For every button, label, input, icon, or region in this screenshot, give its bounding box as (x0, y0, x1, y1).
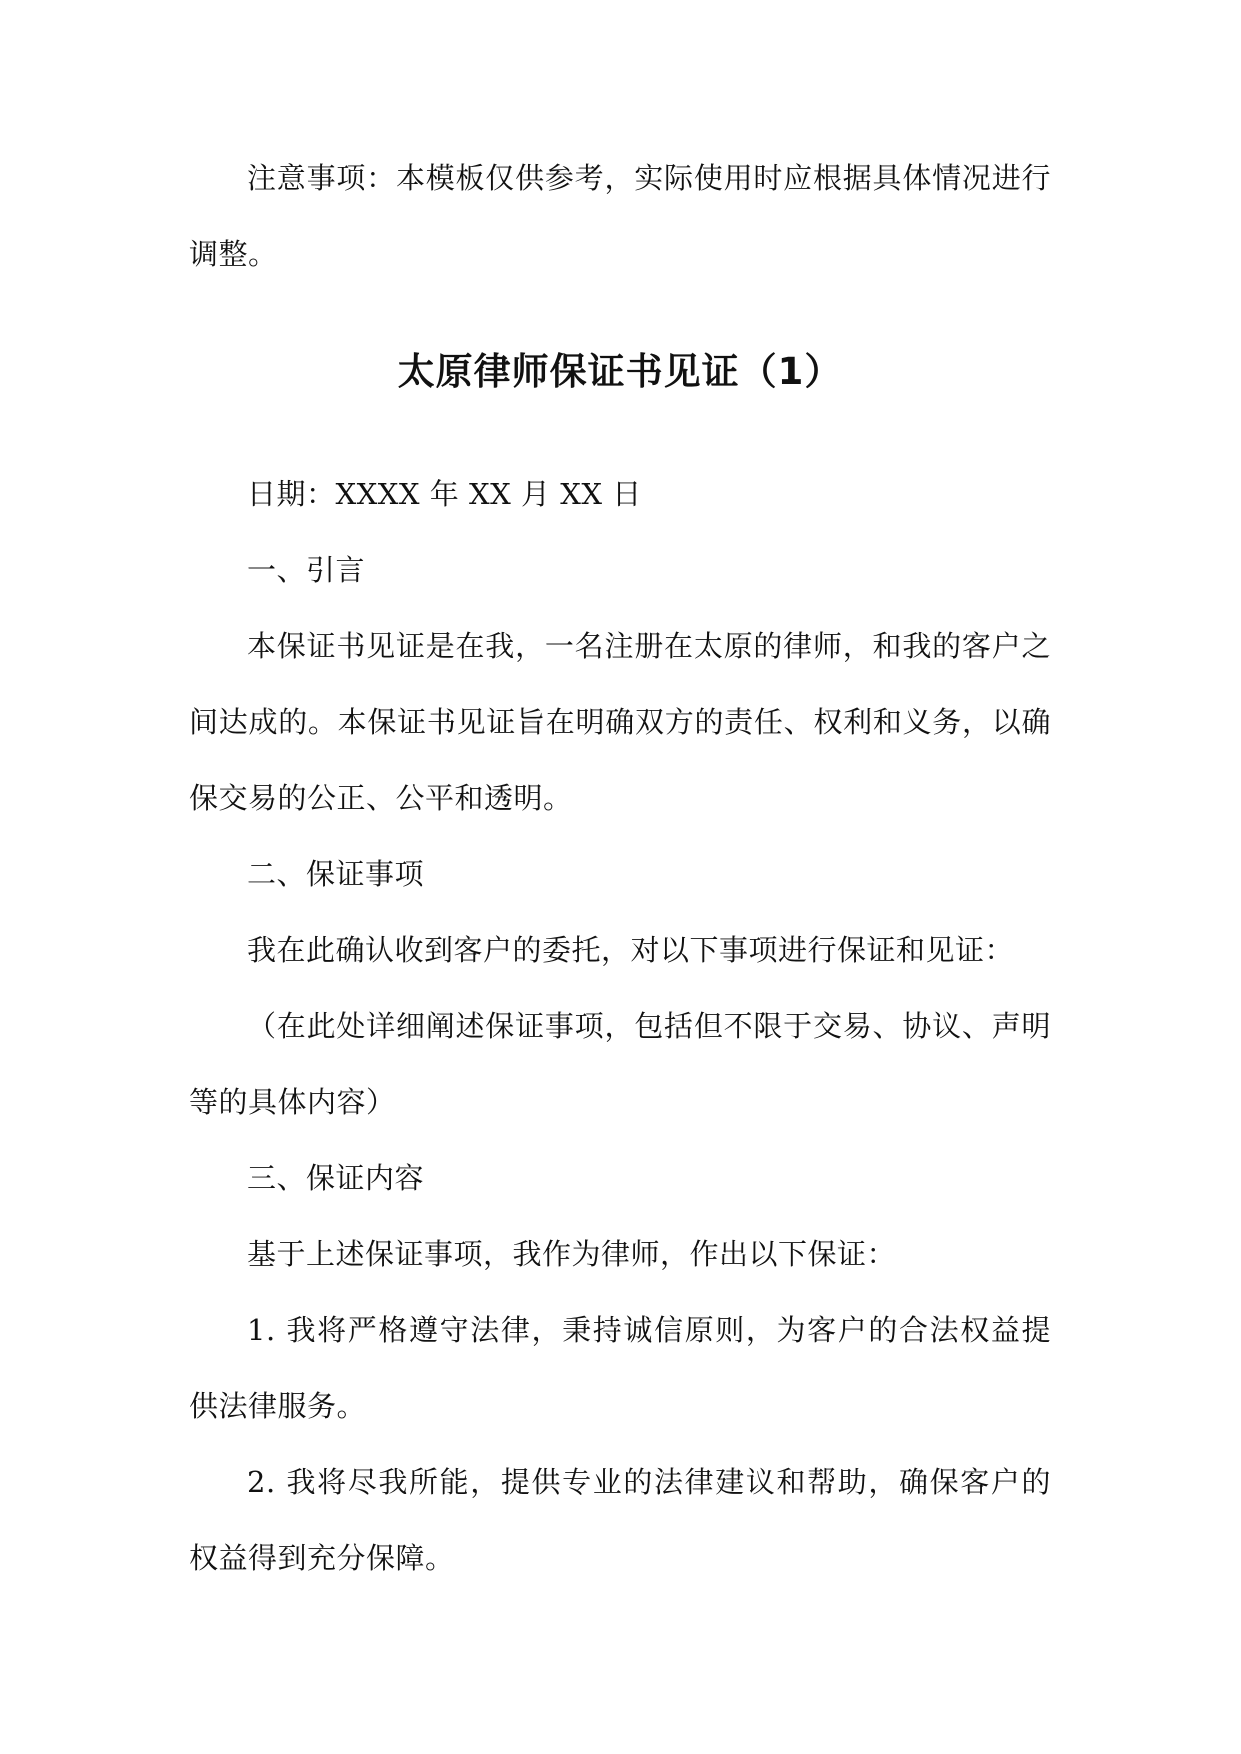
document-body (189, 140, 1051, 1596)
note-paragraph: 注意事项：本模板仅供参考，实际使用时应根据具体情况进行调整。 (189, 161, 1051, 271)
guarantee-item-2: 2. 我将尽我所能，提供专业的法律建议和帮助，确保客户的权益得到充分保障。 (189, 1465, 1051, 1575)
spacer (189, 402, 1051, 456)
spacer (189, 292, 1051, 342)
guarantee-content-intro: 基于上述保证事项，我作为律师，作出以下保证： (247, 1237, 897, 1271)
guarantee-matters-paragraph: 我在此确认收到客户的委托，对以下事项进行保证和见证： (247, 933, 1015, 967)
section-heading-guarantee-content: 三、保证内容 (247, 1161, 425, 1195)
guarantee-matters-placeholder: （在此处详细阐述保证事项，包括但不限于交易、协议、声明等的具体内容） (189, 1009, 1051, 1119)
section-heading-introduction: 一、引言 (247, 553, 366, 587)
date-line: 日期：XXXX 年 XX 月 XX 日 (247, 477, 642, 511)
document-title: 太原律师保证书见证（1） (397, 350, 843, 393)
section-heading-guarantee-matters: 二、保证事项 (247, 857, 425, 891)
introduction-paragraph: 本保证书见证是在我，一名注册在太原的律师，和我的客户之间达成的。本保证书见证旨在明确双方的责任、权利和义务，以确保交易的公正、公平和透明。 (189, 629, 1051, 815)
guarantee-item-1: 1. 我将严格遵守法律，秉持诚信原则，为客户的合法权益提供法律服务。 (189, 1313, 1051, 1423)
